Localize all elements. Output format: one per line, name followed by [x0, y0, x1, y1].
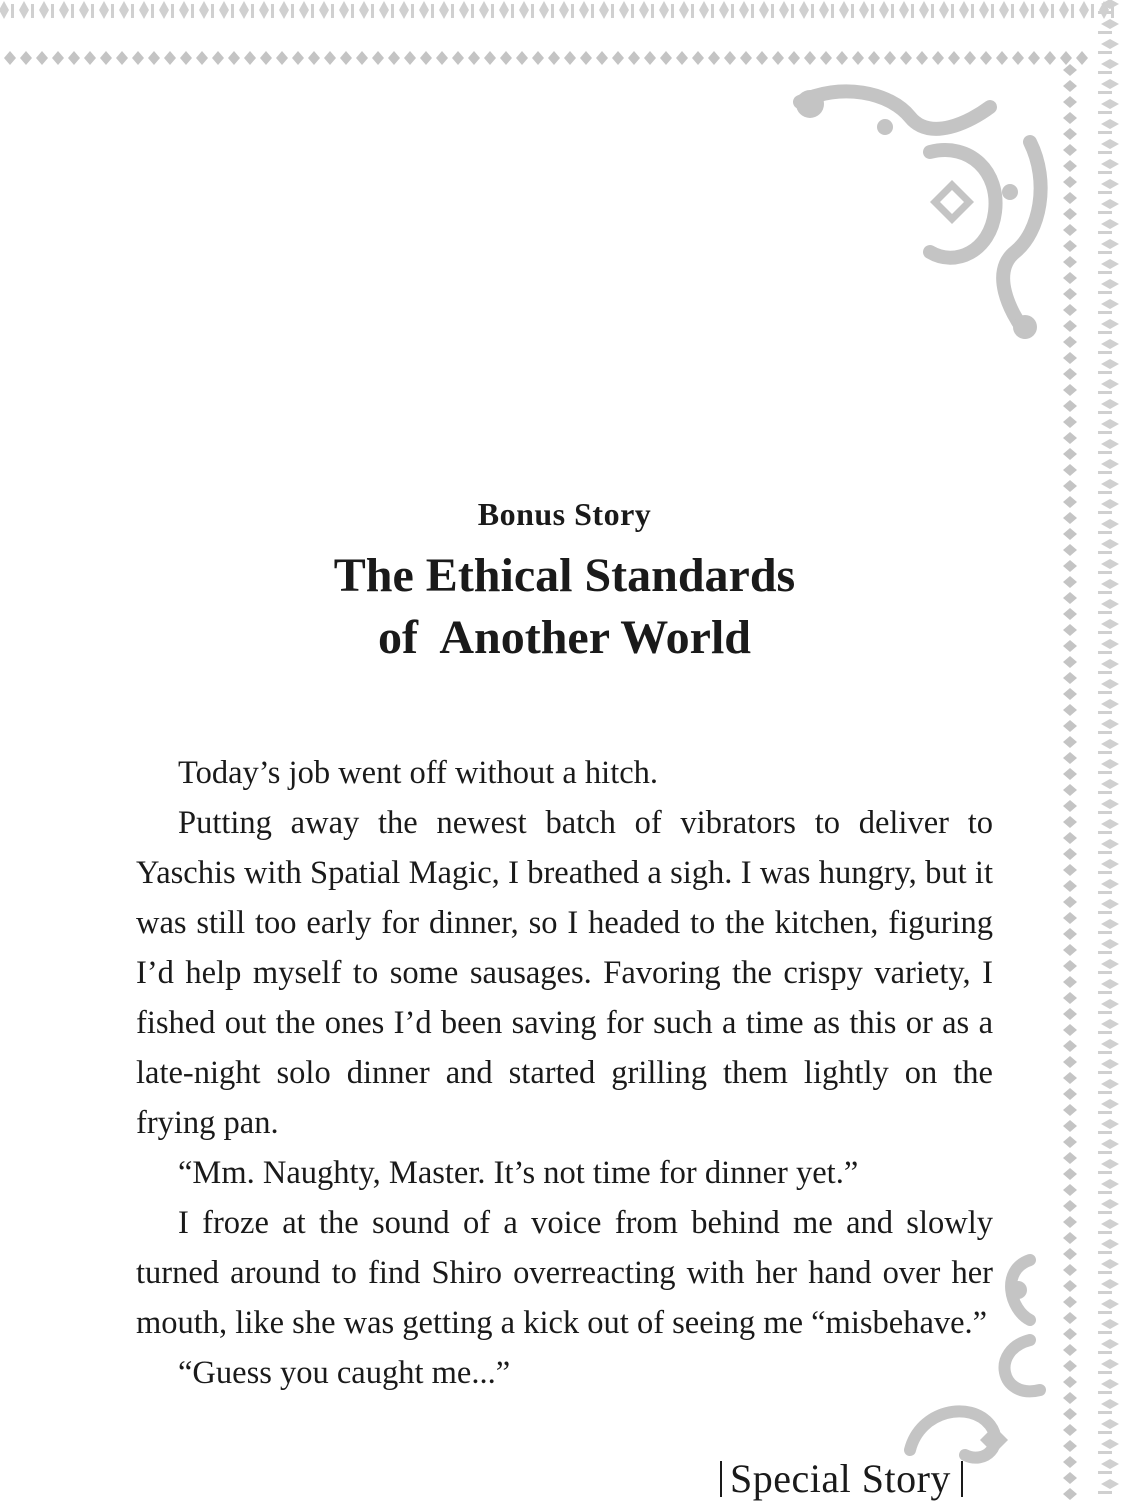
footer-bar-right: [961, 1461, 963, 1497]
corner-flourish-ornament: [780, 82, 1050, 342]
story-title: [136, 545, 993, 669]
paragraph: “Guess you caught me...”: [178, 1355, 511, 1391]
top-border-ornament: [0, 0, 1123, 70]
footer-label-text: Special Story: [730, 1456, 951, 1501]
title-line-1: The Ethical Standards: [333, 549, 796, 602]
section-footer-label: [720, 1455, 963, 1502]
footer-bar-left: [720, 1461, 722, 1497]
paragraph: “Mm. Naughty, Master. It’s not time for dinner yet.”: [178, 1155, 859, 1191]
paragraph: Today’s job went off without a hitch.: [178, 755, 659, 791]
story-body: [136, 748, 993, 1398]
paragraph: Putting away the newest batch of vibrators to deliver to Yaschis with Spatial Magic, I breathed a sigh. I was hungry, but it was still too early for dinner, so I headed to the kitchen, figuring I’d help myself to some sausages. Favoring the crispy variety, I fished out the ones I’d been saving for such a time as this or as a late-night solo dinner and started grilling them lightly on the frying pan.: [136, 805, 993, 1141]
title-line-2: of Another World: [378, 611, 751, 664]
paragraph: I froze at the sound of a voice from behind me and slowly turned around to find Shiro overreacting with her hand over her mouth, like she was getting a kick out of seeing me “misbehave.”: [136, 1205, 993, 1341]
story-subtitle: Bonus Story: [477, 496, 652, 532]
